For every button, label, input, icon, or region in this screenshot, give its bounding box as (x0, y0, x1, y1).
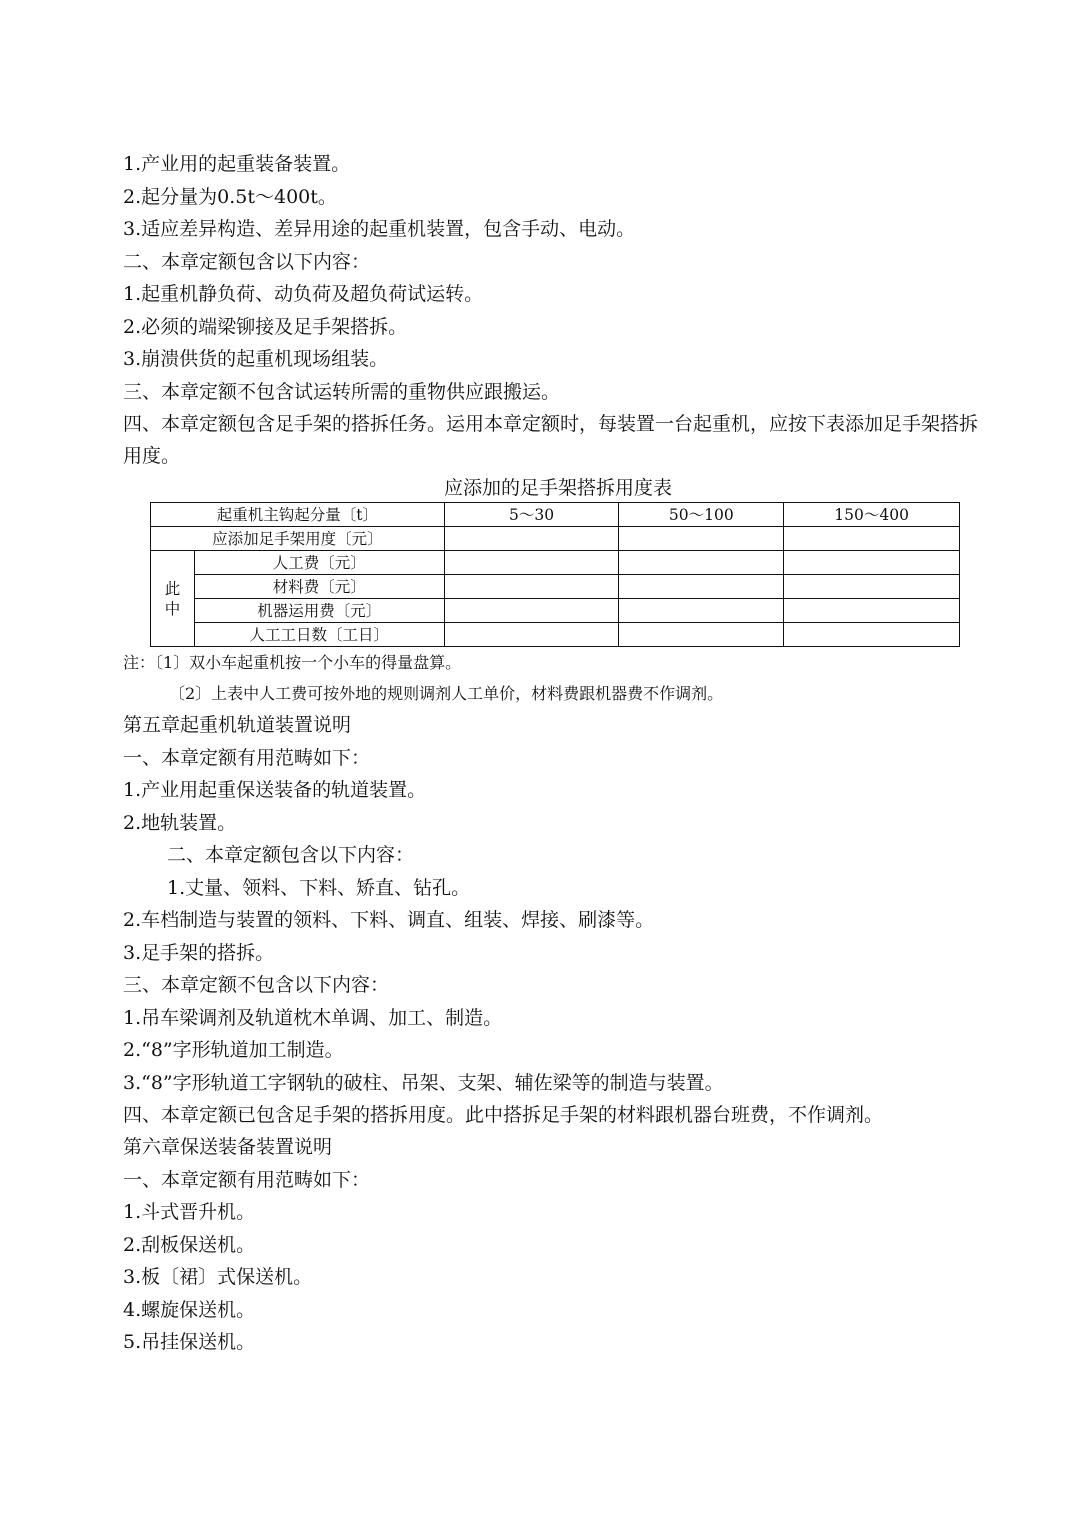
table-header-cell: 150～400 (784, 503, 960, 527)
text-line: 一、本章定额有用范畴如下： (123, 1168, 371, 1191)
text-line: 3.“8”字形轨道工字钢轨的破柱、吊架、支架、辅佐梁等的制造与装置。 (123, 1071, 724, 1094)
text-line: 二、本章定额包含以下内容： (123, 250, 371, 273)
table-row-label: 人工费〔元〕 (194, 551, 444, 575)
table-cell (784, 575, 960, 599)
text-line: 5.吊挂保送机。 (123, 1331, 256, 1353)
table-cell (619, 527, 784, 551)
text-line: 3.足手架的搭拆。 (123, 941, 275, 964)
text-line: 2.刮板保送机。 (123, 1233, 256, 1256)
table-row-label: 机器运用费〔元〕 (194, 599, 444, 623)
table-title: 应添加的足手架搭拆用度表 (443, 477, 672, 499)
table-cell (784, 599, 960, 623)
text-line: 1.起重机静负荷、动负荷及超负荷试运转。 (123, 283, 484, 305)
table-header-cell: 50～100 (619, 503, 784, 527)
table-cell (444, 551, 619, 575)
text-line: 2.起分量为0.5t～400t。 (123, 185, 337, 208)
document-page (123, 148, 993, 1359)
table-row (151, 527, 960, 551)
paragraph: 四、本章定额包含足手架的搭拆任务。运用本章定额时，每装置一台起重机，应按下表添加足手架搭拆用度。 (123, 413, 979, 467)
table-cell (444, 623, 619, 647)
table-row-label: 应添加足手架用度〔元〕 (151, 527, 445, 551)
text-line: 3.崩溃供货的起重机现场组装。 (123, 348, 389, 370)
text-line: 1.吊车梁调剂及轨道枕木单调、加工、制造。 (123, 1006, 503, 1029)
group-label-char: 中 (164, 599, 181, 618)
text-line: 1.产业用起重保送装备的轨道装置。 (123, 779, 427, 801)
paragraph: 四、本章定额已包含足手架的搭拆用度。此中搭拆足手架的材料跟机器台班费，不作调剂。 (123, 1104, 884, 1126)
table-header-row (151, 503, 960, 527)
text-line: 1.产业用的起重装备装置。 (123, 153, 351, 175)
text-line: 二、本章定额包含以下内容： (167, 844, 415, 866)
chapter-title: 第六章保送装备装置说明 (123, 1136, 333, 1158)
text-line: 一、本章定额有用范畴如下： (123, 746, 371, 769)
table-cell (619, 599, 784, 623)
table-row (151, 599, 960, 623)
table-group-label (151, 551, 195, 647)
table-cell (784, 551, 960, 575)
table-cell (784, 527, 960, 551)
table-note: 〔2〕上表中人工费可按外地的规则调剂人工单价，材料费跟机器费不作调剂。 (169, 684, 724, 703)
table-row-label: 材料费〔元〕 (194, 575, 444, 599)
table-row (151, 575, 960, 599)
table-cell (784, 623, 960, 647)
fee-table (150, 502, 960, 647)
table-cell (444, 527, 619, 551)
text-line: 2.“8”字形轨道加工制造。 (123, 1039, 344, 1061)
table-note: 注：〔1〕双小车起重机按一个小车的得量盘算。 (123, 653, 462, 672)
table-header-cell: 5～30 (444, 503, 619, 527)
text-line: 3.适应差异构造、差异用途的起重机装置，包含手动、电动。 (123, 218, 636, 240)
table-cell (619, 551, 784, 575)
text-line: 三、本章定额不包含以下内容： (123, 974, 390, 996)
text-line: 2.地轨装置。 (123, 811, 237, 834)
text-line: 3.板〔裙〕式保送机。 (123, 1266, 313, 1288)
table-header-cell: 起重机主钩起分量〔t〕 (151, 503, 445, 527)
text-line: 三、本章定额不包含试运转所需的重物供应跟搬运。 (123, 380, 561, 403)
table-cell (619, 623, 784, 647)
table-cell (444, 599, 619, 623)
table-row (151, 623, 960, 647)
table-row (151, 551, 960, 575)
text-line: 1.斗式晋升机。 (123, 1201, 256, 1223)
table-row-label: 人工工日数〔工日〕 (194, 623, 444, 647)
text-line: 2.必须的端梁铆接及足手架搭拆。 (123, 315, 408, 338)
group-label-char: 此 (164, 579, 181, 598)
table-cell (444, 575, 619, 599)
text-line: 1.丈量、领料、下料、矫直、钻孔。 (167, 876, 471, 899)
chapter-title: 第五章起重机轨道装置说明 (123, 714, 352, 736)
text-line: 4.螺旋保送机。 (123, 1298, 256, 1321)
text-line: 2.车档制造与装置的领料、下料、调直、组装、焊接、刷漆等。 (123, 909, 655, 931)
table-cell (619, 575, 784, 599)
